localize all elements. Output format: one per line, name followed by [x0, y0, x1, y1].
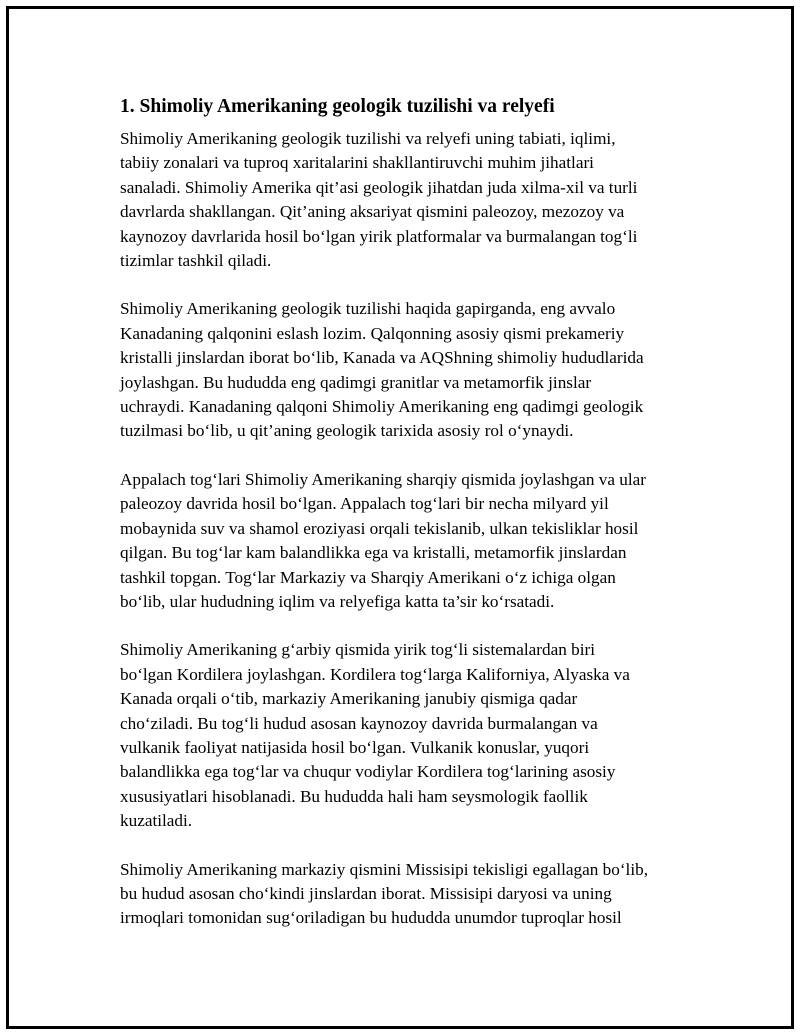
- paragraph-1: [120, 127, 710, 273]
- text-line: Appalach tog‘lari Shimoliy Amerikaning sharqiy qismida joylashgan va ular: [120, 469, 647, 489]
- text-line: Kanada orqali o‘tib, markaziy Amerikaning janubiy qismiga qadar: [120, 689, 578, 709]
- text-line: tizimlar tashkil qiladi.: [120, 251, 272, 271]
- text-line: uchraydi. Kanadaning qalqoni Shimoliy Amerikaning eng qadimgi geologik: [120, 397, 644, 417]
- text-line: bo‘lib, ular hududning iqlim va relyefiga katta ta’sir ko‘rsatadi.: [120, 591, 555, 611]
- text-line: bu hudud asosan cho‘kindi jinslardan iborat. Missisipi daryosi va uning: [120, 883, 612, 903]
- text-line: Shimoliy Amerikaning geologik tuzilishi haqida gapirganda, eng avvalo: [120, 299, 616, 319]
- text-line: davrlarda shakllangan. Qit’aning aksariyat qismini paleozoy, mezozoy va: [120, 202, 625, 222]
- text-line: kaynozoy davrlarida hosil bo‘lgan yirik platformalar va burmalangan tog‘li: [120, 226, 638, 246]
- text-line: Shimoliy Amerikaning markaziy qismini Missisipi tekisligi egallagan bo‘lib,: [120, 859, 648, 879]
- paragraph-3: [120, 468, 710, 614]
- text-line: tashkil topgan. Tog‘lar Markaziy va Sharqiy Amerikani o‘z ichiga olgan: [120, 567, 616, 587]
- section-heading: 1. Shimoliy Amerikaning geologik tuzilishi va relyefi: [120, 96, 555, 117]
- text-line: balandlikka ega tog‘lar va chuqur vodiylar Kordilera tog‘larining asosiy: [120, 762, 616, 782]
- page-frame: [6, 6, 794, 1029]
- paragraph-4: [120, 638, 710, 833]
- text-line: Shimoliy Amerikaning geologik tuzilishi va relyefi uning tabiati, iqlimi,: [120, 129, 616, 148]
- text-line: mobaynida suv va shamol eroziyasi orqali tekislanib, ulkan tekisliklar hosil: [120, 518, 639, 538]
- text-line: cho‘ziladi. Bu tog‘li hudud asosan kaynozoy davrida burmalangan va: [120, 713, 598, 733]
- text-line: paleozoy davrida hosil bo‘lgan. Appalach tog‘lari bir necha milyard yil: [120, 494, 609, 514]
- text-line: irmoqlari tomonidan sug‘oriladigan bu hududda unumdor tuproqlar hosil: [120, 908, 622, 928]
- text-line: Shimoliy Amerikaning g‘arbiy qismida yirik tog‘li sistemalardan biri: [120, 640, 595, 660]
- text-line: tuzilmasi bo‘lib, u qit’aning geologik tarixida asosiy rol o‘ynaydi.: [120, 421, 574, 441]
- paragraph-2: [120, 297, 710, 443]
- document-body: [120, 94, 710, 955]
- text-line: sanaladi. Shimoliy Amerika qit’asi geologik jihatdan juda xilma-xil va turli: [120, 177, 638, 197]
- text-line: joylashgan. Bu hududda eng qadimgi granitlar va metamorfik jinslar: [120, 372, 592, 392]
- text-line: kristalli jinslardan iborat bo‘lib, Kanada va AQShning shimoliy hududlarida: [120, 348, 644, 368]
- text-line: kuzatiladi.: [120, 811, 193, 831]
- text-line: xususiyatlari hisoblanadi. Bu hududda hali ham seysmologik faollik: [120, 786, 588, 806]
- text-line: qilgan. Bu tog‘lar kam balandlikka ega va kristalli, metamorfik jinslardan: [120, 543, 627, 563]
- text-line: vulkanik faoliyat natijasida hosil bo‘lgan. Vulkanik konuslar, yuqori: [120, 737, 590, 757]
- text-line: bo‘lgan Kordilera joylashgan. Kordilera tog‘larga Kaliforniya, Alyaska va: [120, 664, 630, 684]
- paragraph-5: [120, 858, 710, 931]
- text-line: tabiiy zonalari va tuproq xaritalarini shakllantiruvchi muhim jihatlari: [120, 153, 594, 173]
- text-line: Kanadaning qalqonini eslash lozim. Qalqonning asosiy qismi prekameriy: [120, 323, 625, 343]
